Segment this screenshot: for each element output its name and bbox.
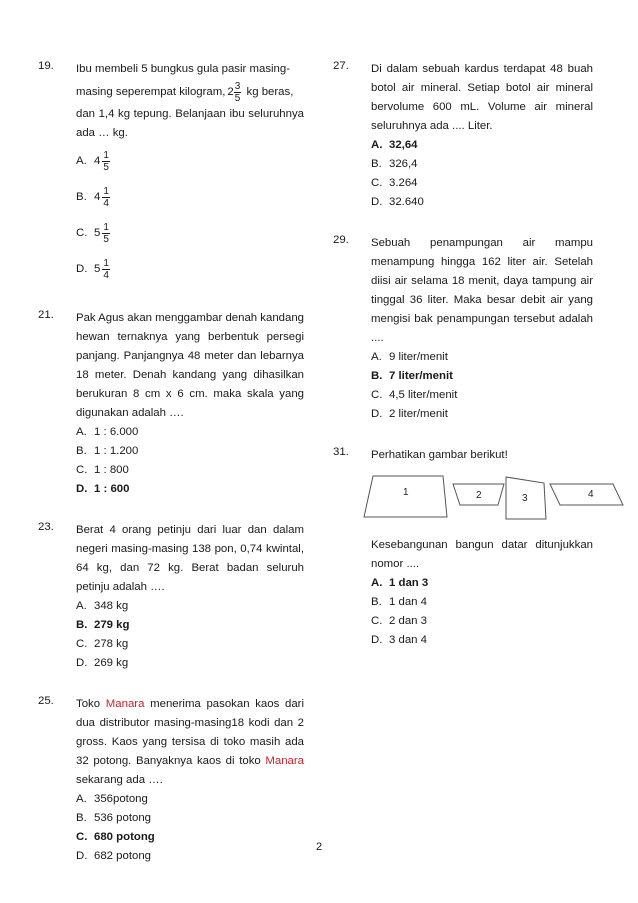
shapes-svg [361,473,631,521]
mixed-fraction: 2 3 5 [227,80,241,104]
option-a[interactable]: A. 348 kg [76,600,129,613]
question-number: 31. [333,446,349,458]
option-d[interactable]: D. 2 liter/menit [371,408,448,420]
question-number: 29. [333,234,349,246]
question-number: 23. [38,521,54,534]
page-number: 2 [315,841,323,853]
option-a[interactable]: A. 356potong [76,793,148,806]
option-d[interactable]: D. 269 kg [76,657,129,670]
question-number: 25. [38,695,54,708]
option-list [371,136,593,212]
question-29 [333,234,593,424]
option-a[interactable]: A. 4 1 5 [76,149,109,173]
question-text-line: Ibu membeli 5 bungkus gula pasir masing- [76,63,291,75]
option-c[interactable]: C. 3.264 [371,177,418,189]
question-text: Sebuah penampungan air mampu menampung hingga 162 liter air. Setelah diisi air selama 18 menit, daya tampung air tinggal 36 liter. Maka besar debit air yang mengisi bak penampungan tersebut adalah .... [371,237,593,344]
question-text: Di dalam sebuah kardus terdapat 48 buah botol air mineral. Setiap botol air mineral bervolume 600 mL. Volume air mineral seluruhnya ada .... Liter. [371,63,593,132]
question-prompt: Kesebangunan bangun datar ditunjukkan nomor .... [371,539,593,570]
option-c-correct[interactable]: C. 680 potong [76,831,155,844]
option-a[interactable]: A. 1 : 6.000 [76,426,139,439]
question-31 [333,446,593,650]
shape-1-label: 1 [403,487,409,498]
option-b[interactable]: B. 326,4 [371,158,418,170]
shape-2-label: 2 [476,490,482,501]
option-c[interactable]: C. 278 kg [76,638,129,651]
option-a-correct[interactable]: A. 32,64 [371,139,418,151]
shape-4-label: 4 [588,489,594,500]
right-column [333,60,593,672]
brand-name: Manara [265,755,305,768]
question-number: 27. [333,60,349,72]
question-text-line: masing seperempat kilogram, 2 3 5 kg beras, [76,80,294,104]
option-d[interactable]: D. 3 dan 4 [371,634,428,646]
option-b[interactable]: B. 4 1 4 [76,185,109,209]
left-column [38,60,304,888]
option-d[interactable]: D. 682 potong [76,850,152,863]
question-27 [333,60,593,212]
question-text: Toko Manara menerima pasokan kaos dari dua distributor masing-masing18 kodi dan 2 gross. Kaos yang tersisa di toko masih ada 32 potong. Banyaknya kaos di toko Manara sekarang ada …. [76,698,305,787]
option-list [76,790,304,866]
option-list [76,143,304,287]
option-b-correct[interactable]: B. 279 kg [76,619,130,632]
question-21 [38,309,304,499]
option-d-correct[interactable]: D. 1 : 600 [76,483,130,496]
option-a[interactable]: A. 9 liter/menit [371,351,448,363]
option-a-correct[interactable]: A. 1 dan 3 [371,577,429,589]
option-list [371,348,593,424]
option-b[interactable]: B. 1 dan 4 [371,596,428,608]
question-19 [38,60,304,287]
option-d[interactable]: D. 32.640 [371,196,424,208]
shapes-figure [361,473,593,524]
brand-name: Manara [105,698,145,711]
shape-4-trapezoid [550,484,623,505]
option-b-correct[interactable]: B. 7 liter/menit [371,370,453,382]
option-c[interactable]: C. 2 dan 3 [371,615,428,627]
question-text: Pak Agus akan menggambar denah kandang hewan ternaknya yang berbentuk persegi panjang. Panjangnya 48 meter dan lebarnya 18 meter. Denah kandang yang dihasilkan berukuran 8 cm x 6 cm. maka skala yang digunakan adalah …. [76,312,304,420]
shape-3-label: 3 [522,493,528,504]
option-c[interactable]: C. 5 1 5 [76,221,109,245]
option-c[interactable]: C. 1 : 800 [76,464,129,477]
question-number: 21. [38,309,54,322]
option-c[interactable]: C. 4,5 liter/menit [371,389,458,401]
option-b[interactable]: B. 536 potong [76,812,152,825]
question-number: 19. [38,60,54,72]
option-list [76,597,304,673]
option-list [371,574,593,650]
option-b[interactable]: B. 1 : 1.200 [76,445,139,458]
question-text: Perhatikan gambar berikut! [371,449,508,461]
question-text-line: dan 1,4 kg tepung. Belanjaan ibu seluruhnya ada … kg. [76,108,304,140]
question-text: Berat 4 orang petinju dari luar dan dalam negeri masing-masing 138 pon, 0,74 kwintal, 64 kg, dan 72 kg. Berat badan seluruh petinju adalah …. [76,524,304,594]
option-d[interactable]: D. 5 1 4 [76,257,109,281]
question-23 [38,521,304,673]
option-list [76,423,304,499]
